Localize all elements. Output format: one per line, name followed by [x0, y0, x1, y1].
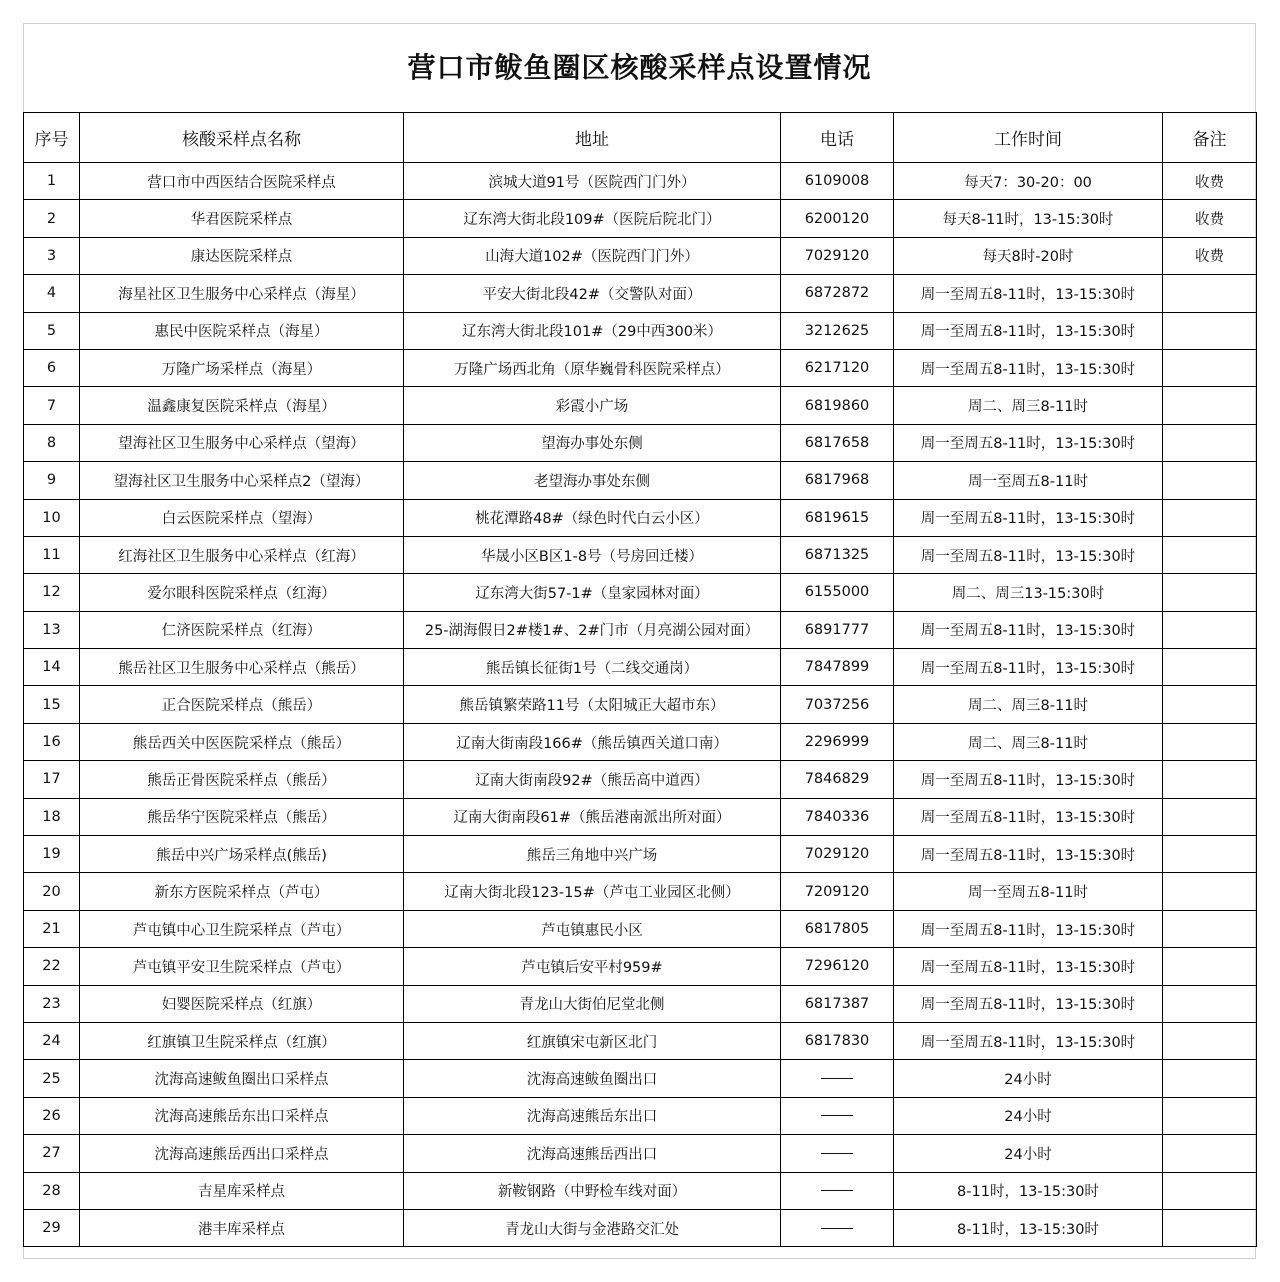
- cell-phone: 3212625: [781, 312, 894, 349]
- cell-hours: 周一至周五8-11时，13-15:30时: [894, 948, 1163, 985]
- cell-site-name: 仁济医院采样点（红海）: [80, 611, 404, 648]
- cell-phone: 7209120: [781, 873, 894, 910]
- table-row: [24, 1135, 1257, 1172]
- cell-address: 辽东湾大街北段101#（29中西300米）: [404, 312, 781, 349]
- cell-site-name: 沈海高速鲅鱼圈出口采样点: [80, 1060, 404, 1097]
- cell-no: 14: [24, 649, 80, 686]
- cell-phone: 6819615: [781, 499, 894, 536]
- cell-no: 23: [24, 985, 80, 1022]
- cell-remark: [1163, 1097, 1257, 1134]
- cell-address: 沈海高速鲅鱼圈出口: [404, 1060, 781, 1097]
- cell-remark: [1163, 611, 1257, 648]
- cell-remark: [1163, 649, 1257, 686]
- cell-address: 熊岳镇繁荣路11号（太阳城正大超市东）: [404, 686, 781, 723]
- cell-remark: 收费: [1163, 237, 1257, 274]
- cell-hours: 每天8时-20时: [894, 237, 1163, 274]
- cell-site-name: 吉星库采样点: [80, 1172, 404, 1209]
- cell-address: 熊岳镇长征街1号（二线交通岗）: [404, 649, 781, 686]
- cell-remark: [1163, 312, 1257, 349]
- cell-no: 10: [24, 499, 80, 536]
- cell-site-name: 妇婴医院采样点（红旗）: [80, 985, 404, 1022]
- cell-hours: 周一至周五8-11时，13-15:30时: [894, 761, 1163, 798]
- cell-hours: 周一至周五8-11时，13-15:30时: [894, 499, 1163, 536]
- cell-address: 辽东湾大街北段109#（医院后院北门）: [404, 200, 781, 237]
- empty-dash: [821, 1228, 853, 1229]
- table-row: [24, 312, 1257, 349]
- cell-hours: 每天8-11时，13-15:30时: [894, 200, 1163, 237]
- cell-address: 红旗镇宋屯新区北门: [404, 1022, 781, 1059]
- cell-remark: [1163, 723, 1257, 760]
- cell-no: 7: [24, 387, 80, 424]
- page-title: 营口市鲅鱼圈区核酸采样点设置情况: [407, 51, 872, 84]
- cell-no: 3: [24, 237, 80, 274]
- cell-remark: 收费: [1163, 163, 1257, 200]
- cell-hours: 24小时: [894, 1097, 1163, 1134]
- sampling-sites-table: [23, 112, 1257, 1247]
- cell-no: 18: [24, 798, 80, 835]
- cell-site-name: 新东方医院采样点（芦屯）: [80, 873, 404, 910]
- cell-hours: 周一至周五8-11时，13-15:30时: [894, 536, 1163, 573]
- table-row: [24, 349, 1257, 386]
- empty-dash: [821, 1078, 853, 1079]
- cell-site-name: 华君医院采样点: [80, 200, 404, 237]
- table-row: [24, 723, 1257, 760]
- cell-hours: 周二、周三13-15:30时: [894, 574, 1163, 611]
- cell-hours: 每天7：30-20：00: [894, 163, 1163, 200]
- table-row: [24, 761, 1257, 798]
- cell-remark: [1163, 349, 1257, 386]
- table-row: [24, 200, 1257, 237]
- table-row: [24, 649, 1257, 686]
- table-row: [24, 873, 1257, 910]
- cell-address: 万隆广场西北角（原华巍骨科医院采样点）: [404, 349, 781, 386]
- cell-address: 彩霞小广场: [404, 387, 781, 424]
- cell-hours: 8-11时，13-15:30时: [894, 1209, 1163, 1246]
- cell-site-name: 芦屯镇中心卫生院采样点（芦屯）: [80, 910, 404, 947]
- cell-address: 熊岳三角地中兴广场: [404, 836, 781, 873]
- table-row: [24, 499, 1257, 536]
- cell-site-name: 熊岳华宁医院采样点（熊岳）: [80, 798, 404, 835]
- cell-phone: 6200120: [781, 200, 894, 237]
- cell-phone: 6817968: [781, 462, 894, 499]
- cell-no: 20: [24, 873, 80, 910]
- cell-remark: [1163, 424, 1257, 461]
- cell-no: 8: [24, 424, 80, 461]
- table-row: [24, 611, 1257, 648]
- cell-remark: [1163, 1135, 1257, 1172]
- cell-hours: 周二、周三8-11时: [894, 686, 1163, 723]
- cell-phone: 6217120: [781, 349, 894, 386]
- cell-site-name: 港丰库采样点: [80, 1209, 404, 1246]
- cell-remark: [1163, 387, 1257, 424]
- cell-phone: 6871325: [781, 536, 894, 573]
- cell-address: 辽南大街南段166#（熊岳镇西关道口南）: [404, 723, 781, 760]
- table-row: [24, 536, 1257, 573]
- cell-phone: 6891777: [781, 611, 894, 648]
- cell-hours: 周一至周五8-11时: [894, 873, 1163, 910]
- cell-site-name: 康达医院采样点: [80, 237, 404, 274]
- header-hours: 工作时间: [894, 113, 1163, 163]
- cell-site-name: 熊岳正骨医院采样点（熊岳）: [80, 761, 404, 798]
- cell-no: 9: [24, 462, 80, 499]
- cell-phone: [781, 1060, 894, 1097]
- cell-site-name: 红海社区卫生服务中心采样点（红海）: [80, 536, 404, 573]
- cell-phone: 7029120: [781, 237, 894, 274]
- cell-address: 芦屯镇惠民小区: [404, 910, 781, 947]
- cell-address: 芦屯镇后安平村959#: [404, 948, 781, 985]
- header-row: [24, 113, 1257, 163]
- cell-hours: 周一至周五8-11时，13-15:30时: [894, 798, 1163, 835]
- cell-site-name: 沈海高速熊岳西出口采样点: [80, 1135, 404, 1172]
- header-phone: 电话: [781, 113, 894, 163]
- cell-site-name: 海星社区卫生服务中心采样点（海星）: [80, 275, 404, 312]
- cell-no: 6: [24, 349, 80, 386]
- header-remark: 备注: [1163, 113, 1257, 163]
- cell-hours: 周一至周五8-11时，13-15:30时: [894, 349, 1163, 386]
- cell-site-name: 惠民中医院采样点（海星）: [80, 312, 404, 349]
- cell-site-name: 望海社区卫生服务中心采样点（望海）: [80, 424, 404, 461]
- cell-no: 29: [24, 1209, 80, 1246]
- table-body: [24, 163, 1257, 1247]
- table-row: [24, 1097, 1257, 1134]
- cell-phone: [781, 1135, 894, 1172]
- table-row: [24, 424, 1257, 461]
- table-row: [24, 163, 1257, 200]
- header-name: 核酸采样点名称: [80, 113, 404, 163]
- cell-site-name: 红旗镇卫生院采样点（红旗）: [80, 1022, 404, 1059]
- cell-site-name: 芦屯镇平安卫生院采样点（芦屯）: [80, 948, 404, 985]
- cell-no: 21: [24, 910, 80, 947]
- empty-dash: [821, 1153, 853, 1154]
- cell-phone: [781, 1209, 894, 1246]
- table-row: [24, 798, 1257, 835]
- cell-no: 17: [24, 761, 80, 798]
- cell-site-name: 营口市中西医结合医院采样点: [80, 163, 404, 200]
- header-no: 序号: [24, 113, 80, 163]
- cell-remark: [1163, 910, 1257, 947]
- cell-address: 辽南大街南段61#（熊岳港南派出所对面）: [404, 798, 781, 835]
- cell-site-name: 沈海高速熊岳东出口采样点: [80, 1097, 404, 1134]
- cell-phone: 7846829: [781, 761, 894, 798]
- cell-address: 平安大街北段42#（交警队对面）: [404, 275, 781, 312]
- cell-remark: [1163, 1022, 1257, 1059]
- table-row: [24, 1209, 1257, 1246]
- table-row: [24, 985, 1257, 1022]
- cell-site-name: 万隆广场采样点（海星）: [80, 349, 404, 386]
- table-row: [24, 1022, 1257, 1059]
- cell-no: 25: [24, 1060, 80, 1097]
- cell-no: 1: [24, 163, 80, 200]
- cell-address: 青龙山大街与金港路交汇处: [404, 1209, 781, 1246]
- cell-address: 滨城大道91号（医院西门门外）: [404, 163, 781, 200]
- cell-remark: 收费: [1163, 200, 1257, 237]
- cell-no: 28: [24, 1172, 80, 1209]
- cell-site-name: 温鑫康复医院采样点（海星）: [80, 387, 404, 424]
- table-row: [24, 1172, 1257, 1209]
- cell-no: 24: [24, 1022, 80, 1059]
- cell-site-name: 熊岳社区卫生服务中心采样点（熊岳）: [80, 649, 404, 686]
- cell-phone: 6817830: [781, 1022, 894, 1059]
- empty-dash: [821, 1190, 853, 1191]
- cell-hours: 周一至周五8-11时，13-15:30时: [894, 611, 1163, 648]
- cell-remark: [1163, 798, 1257, 835]
- cell-hours: 周一至周五8-11时，13-15:30时: [894, 836, 1163, 873]
- cell-address: 辽南大街南段92#（熊岳高中道西）: [404, 761, 781, 798]
- cell-remark: [1163, 1172, 1257, 1209]
- cell-hours: 周二、周三8-11时: [894, 387, 1163, 424]
- cell-phone: 7037256: [781, 686, 894, 723]
- cell-address: 新鞍钢路（中野检车线对面）: [404, 1172, 781, 1209]
- table-row: [24, 686, 1257, 723]
- cell-phone: 7029120: [781, 836, 894, 873]
- cell-hours: 周一至周五8-11时，13-15:30时: [894, 649, 1163, 686]
- cell-phone: 7847899: [781, 649, 894, 686]
- cell-hours: 24小时: [894, 1135, 1163, 1172]
- cell-hours: 8-11时，13-15:30时: [894, 1172, 1163, 1209]
- cell-hours: 周一至周五8-11时，13-15:30时: [894, 312, 1163, 349]
- cell-address: 青龙山大街伯尼堂北侧: [404, 985, 781, 1022]
- cell-phone: 6817387: [781, 985, 894, 1022]
- table-row: [24, 275, 1257, 312]
- cell-remark: [1163, 761, 1257, 798]
- cell-phone: 6155000: [781, 574, 894, 611]
- cell-no: 27: [24, 1135, 80, 1172]
- cell-site-name: 白云医院采样点（望海）: [80, 499, 404, 536]
- cell-no: 11: [24, 536, 80, 573]
- cell-phone: [781, 1097, 894, 1134]
- cell-hours: 周一至周五8-11时，13-15:30时: [894, 275, 1163, 312]
- table-row: [24, 237, 1257, 274]
- cell-no: 5: [24, 312, 80, 349]
- cell-phone: [781, 1172, 894, 1209]
- cell-site-name: 熊岳西关中医医院采样点（熊岳）: [80, 723, 404, 760]
- header-address: 地址: [404, 113, 781, 163]
- cell-hours: 周一至周五8-11时: [894, 462, 1163, 499]
- cell-hours: 周一至周五8-11时，13-15:30时: [894, 1022, 1163, 1059]
- cell-address: 沈海高速熊岳西出口: [404, 1135, 781, 1172]
- cell-remark: [1163, 499, 1257, 536]
- empty-dash: [821, 1115, 853, 1116]
- table-row: [24, 387, 1257, 424]
- cell-remark: [1163, 275, 1257, 312]
- cell-address: 华晟小区B区1-8号（号房回迁楼）: [404, 536, 781, 573]
- cell-address: 沈海高速熊岳东出口: [404, 1097, 781, 1134]
- cell-phone: 6872872: [781, 275, 894, 312]
- cell-phone: 6817805: [781, 910, 894, 947]
- table-row: [24, 574, 1257, 611]
- cell-hours: 周一至周五8-11时，13-15:30时: [894, 424, 1163, 461]
- cell-address: 辽南大街北段123-15#（芦屯工业园区北侧）: [404, 873, 781, 910]
- cell-remark: [1163, 686, 1257, 723]
- cell-remark: [1163, 873, 1257, 910]
- cell-hours: 24小时: [894, 1060, 1163, 1097]
- table-row: [24, 948, 1257, 985]
- cell-address: 桃花潭路48#（绿色时代白云小区）: [404, 499, 781, 536]
- cell-address: 辽东湾大街57-1#（皇家园林对面）: [404, 574, 781, 611]
- cell-no: 15: [24, 686, 80, 723]
- cell-remark: [1163, 536, 1257, 573]
- cell-site-name: 正合医院采样点（熊岳）: [80, 686, 404, 723]
- cell-hours: 周一至周五8-11时，13-15:30时: [894, 985, 1163, 1022]
- cell-no: 4: [24, 275, 80, 312]
- cell-site-name: 熊岳中兴广场采样点(熊岳): [80, 836, 404, 873]
- cell-no: 2: [24, 200, 80, 237]
- cell-phone: 6819860: [781, 387, 894, 424]
- cell-phone: 2296999: [781, 723, 894, 760]
- cell-phone: 7840336: [781, 798, 894, 835]
- table-row: [24, 836, 1257, 873]
- cell-phone: 6817658: [781, 424, 894, 461]
- cell-site-name: 望海社区卫生服务中心采样点2（望海）: [80, 462, 404, 499]
- cell-no: 19: [24, 836, 80, 873]
- cell-address: 山海大道102#（医院西门门外）: [404, 237, 781, 274]
- cell-remark: [1163, 1209, 1257, 1246]
- cell-address: 老望海办事处东侧: [404, 462, 781, 499]
- cell-no: 22: [24, 948, 80, 985]
- cell-site-name: 爱尔眼科医院采样点（红海）: [80, 574, 404, 611]
- table-row: [24, 462, 1257, 499]
- cell-remark: [1163, 462, 1257, 499]
- cell-remark: [1163, 574, 1257, 611]
- cell-remark: [1163, 836, 1257, 873]
- cell-remark: [1163, 985, 1257, 1022]
- cell-no: 16: [24, 723, 80, 760]
- cell-address: 望海办事处东侧: [404, 424, 781, 461]
- cell-phone: 7296120: [781, 948, 894, 985]
- cell-remark: [1163, 948, 1257, 985]
- cell-hours: 周一至周五8-11时，13-15:30时: [894, 910, 1163, 947]
- table-row: [24, 910, 1257, 947]
- table-row: [24, 1060, 1257, 1097]
- cell-phone: 6109008: [781, 163, 894, 200]
- cell-remark: [1163, 1060, 1257, 1097]
- cell-no: 26: [24, 1097, 80, 1134]
- cell-no: 12: [24, 574, 80, 611]
- cell-address: 25-湖海假日2#楼1#、2#门市（月亮湖公园对面）: [404, 611, 781, 648]
- cell-no: 13: [24, 611, 80, 648]
- cell-hours: 周二、周三8-11时: [894, 723, 1163, 760]
